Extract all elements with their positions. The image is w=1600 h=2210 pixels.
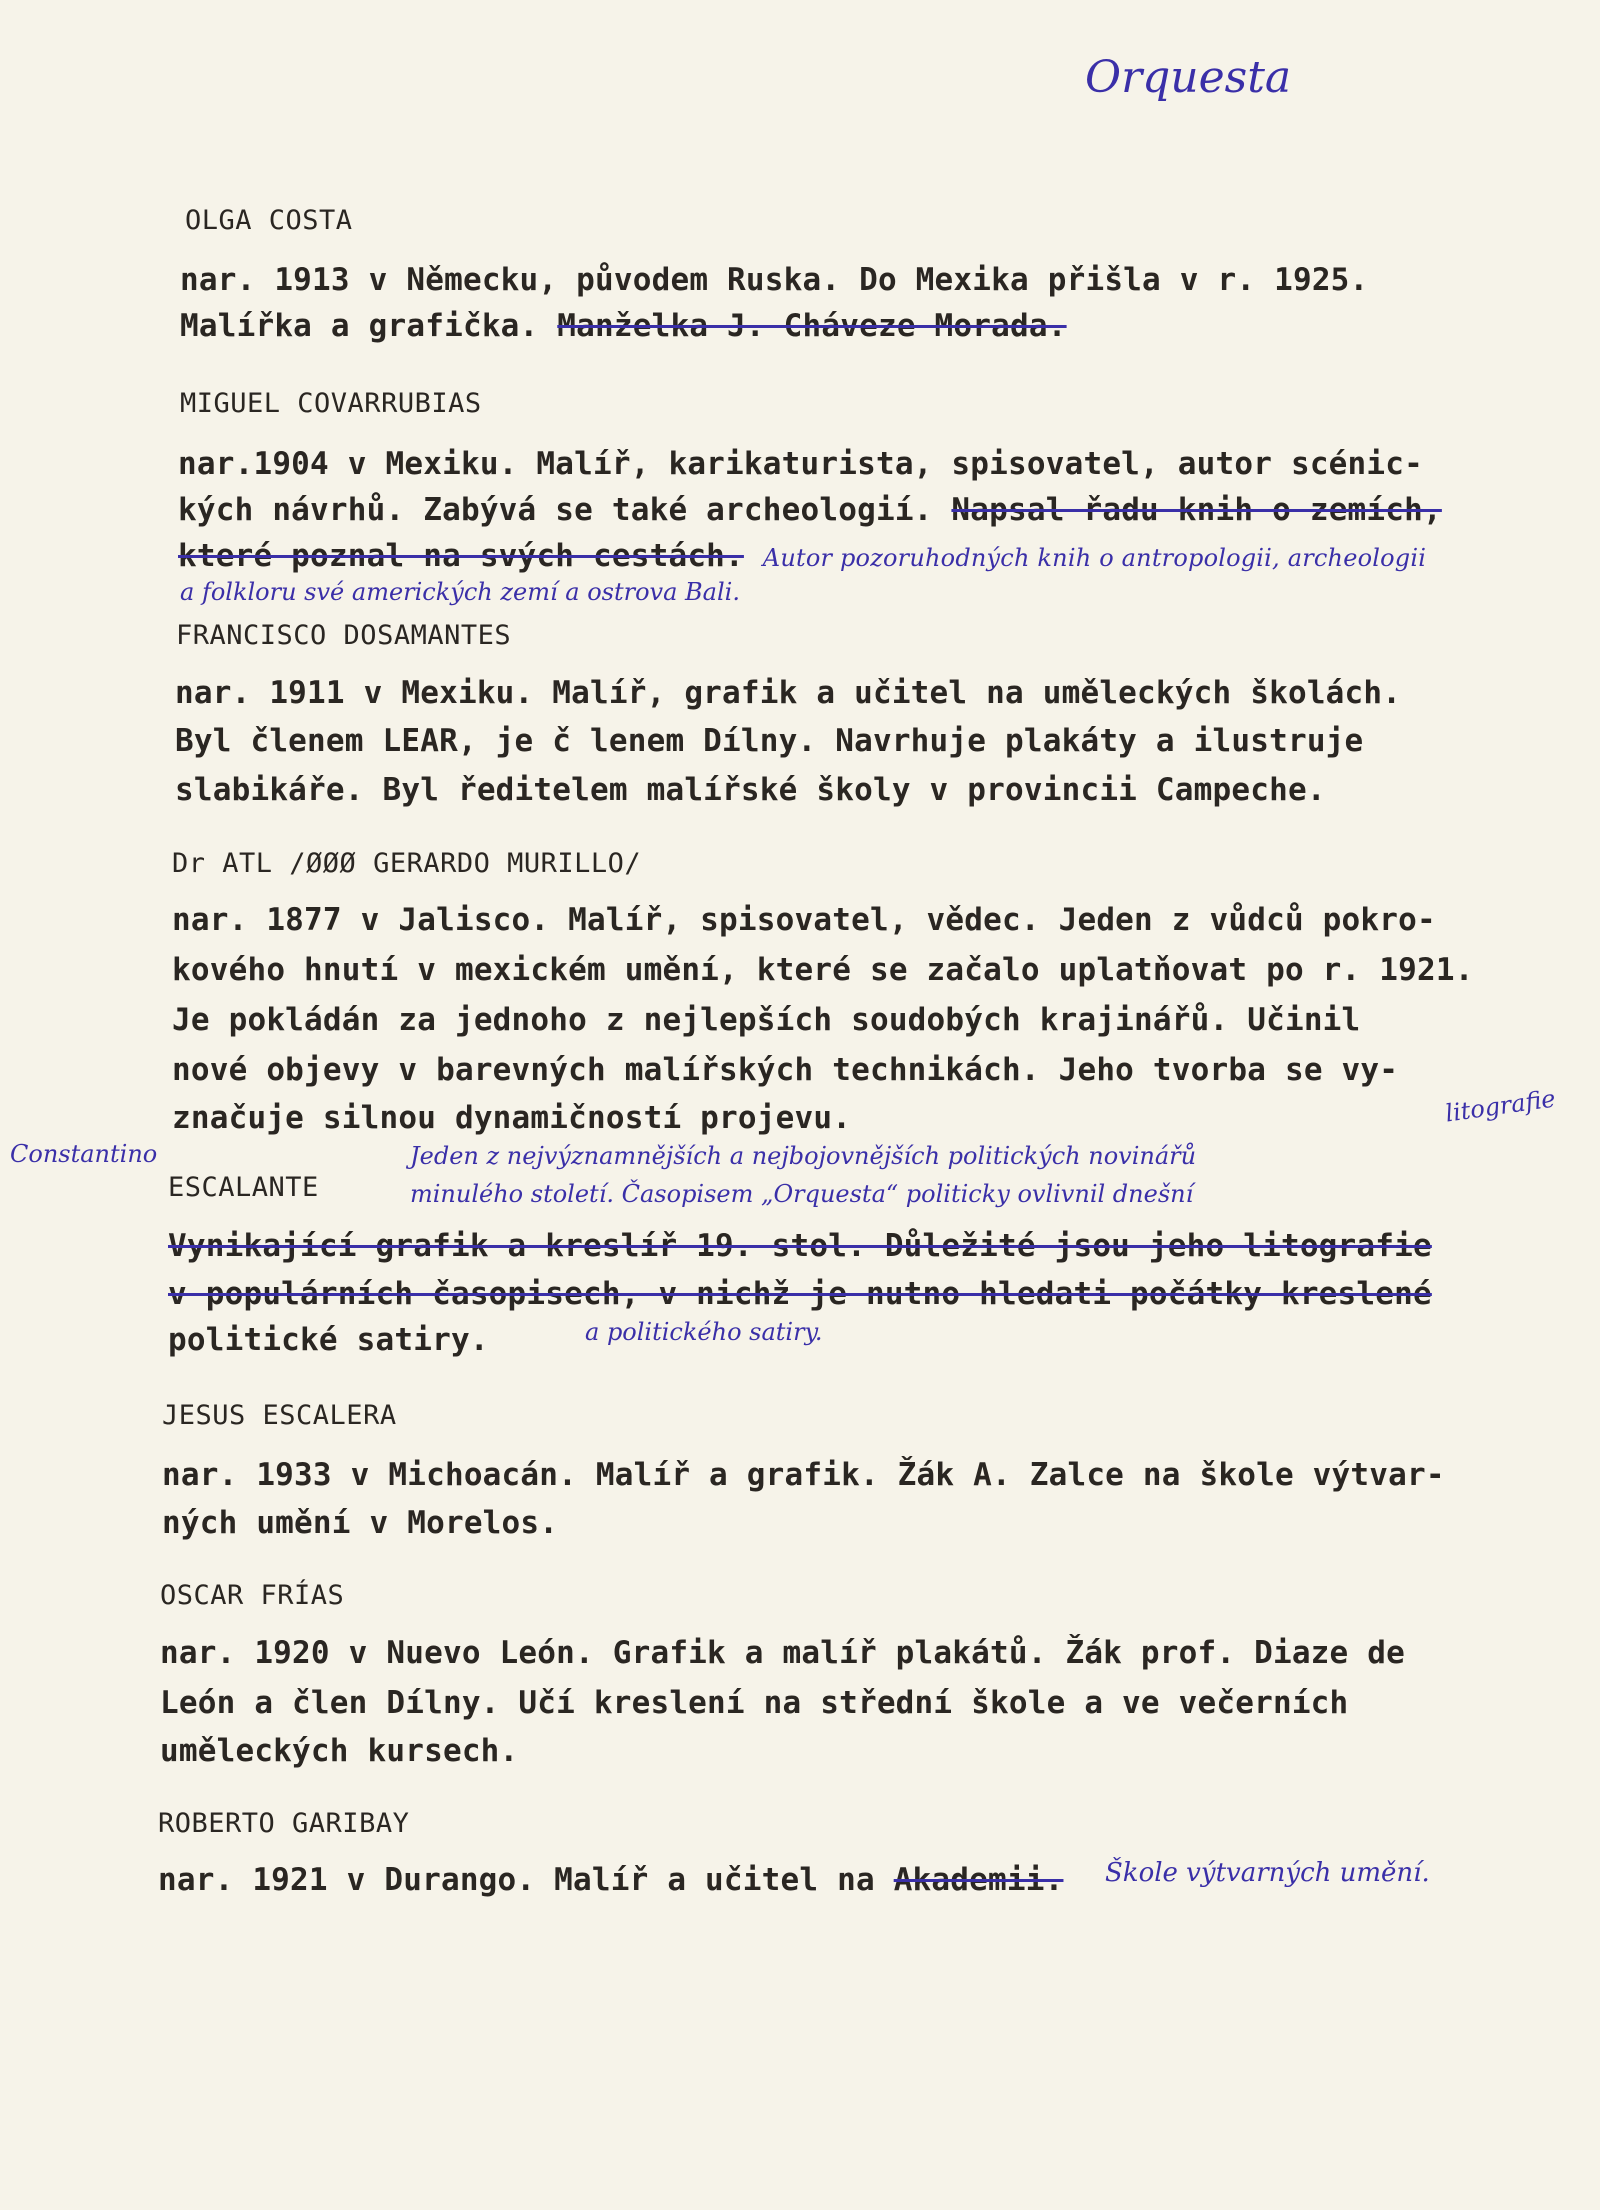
handwritten-note: minulého století. Časopisem „Orquesta“ politicky ovlivnil dnešní xyxy=(410,1180,1194,1208)
handwritten-note: Jeden z nejvýznamnějších a nejbojovnějších politických novinářů xyxy=(410,1142,1197,1170)
entry-line: nar. 1913 v Německu, původem Ruska. Do Mexika přišla v r. 1925. xyxy=(180,262,1369,298)
entry-name-costa: OLGA COSTA xyxy=(185,205,353,236)
entry-text: Malířka a grafička. xyxy=(180,308,558,344)
entry-name-garibay: ROBERTO GARIBAY xyxy=(158,1808,410,1839)
struck-text: Napsal řadu knih o zemích, xyxy=(951,492,1442,528)
handwritten-note: Autor pozoruhodných knih o antropologii, archeologii xyxy=(762,544,1427,572)
entry-line: León a člen Dílny. Učí kreslení na střední škole a ve večerních xyxy=(160,1685,1349,1721)
entry-name-escalante: ESCALANTE xyxy=(168,1172,319,1203)
entry-text: nar. 1921 v Durango. Malíř a učitel na xyxy=(158,1862,894,1898)
struck-text: Manželka J. Cháveze Morada. xyxy=(557,308,1067,344)
entry-line: nar.1904 v Mexiku. Malíř, karikaturista, spisovatel, autor scénic- xyxy=(178,446,1423,482)
entry-line: nar. 1933 v Michoacán. Malíř a grafik. Žák A. Zalce na škole výtvar- xyxy=(162,1457,1445,1493)
handwritten-note: a politického satiry. xyxy=(585,1318,823,1346)
entry-name-covarrubias: MIGUEL COVARRUBIAS xyxy=(180,388,482,419)
entry-line: nar. 1911 v Mexiku. Malíř, grafik a učitel na uměleckých školách. xyxy=(175,675,1402,711)
entry-text: kých návrhů. Zabývá se také archeologií. xyxy=(178,492,952,528)
entry-line: nové objevy v barevných malířských technikách. Jeho tvorba se vy- xyxy=(172,1052,1399,1088)
entry-line: Je pokládán za jednoho z nejlepších soudobých krajinářů. Učinil xyxy=(172,1002,1361,1038)
entry-name-atl: Dr ATL /ØØØ GERARDO MURILLO/ xyxy=(172,848,642,879)
entry-line: Byl členem LEAR, je č lenem Dílny. Navrhuje plakáty a ilustruje xyxy=(175,723,1364,759)
entry-name-frias: OSCAR FRÍAS xyxy=(160,1580,345,1611)
entry-line xyxy=(158,1862,1063,1898)
entry-line: značuje silnou dynamičností projevu. xyxy=(172,1100,852,1136)
entry-line xyxy=(180,308,1067,344)
handwritten-title: Orquesta xyxy=(1085,52,1292,103)
entry-line: kového hnutí v mexickém umění, které se začalo uplatňovat po r. 1921. xyxy=(172,952,1474,988)
entry-line: nar. 1920 v Nuevo León. Grafik a malíř plakátů. Žák prof. Diaze de xyxy=(160,1635,1405,1671)
entry-line xyxy=(178,492,1442,528)
struck-line: v populárních časopisech, v nichž je nutno hledati počátky kreslené xyxy=(168,1276,1432,1312)
entry-line: politické satiry. xyxy=(168,1322,489,1358)
handwritten-note: a folkloru své amerických zemí a ostrova Bali. xyxy=(180,578,740,606)
entry-line: ných umění v Morelos. xyxy=(162,1505,559,1541)
entry-line xyxy=(178,538,1426,574)
margin-note-right: litografie xyxy=(1443,1084,1558,1128)
entry-line: nar. 1877 v Jalisco. Malíř, spisovatel, vědec. Jeden z vůdců pokro- xyxy=(172,902,1436,938)
struck-text: které poznal na svých cestách. xyxy=(178,538,744,574)
handwritten-note: Škole výtvarných umění. xyxy=(1105,1858,1430,1888)
entry-line: slabikáře. Byl ředitelem malířské školy v provincii Campeche. xyxy=(175,772,1326,808)
entry-name-dosamantes: FRANCISCO DOSAMANTES xyxy=(176,620,512,651)
entry-name-escalera: JESUS ESCALERA xyxy=(162,1400,397,1431)
struck-line: Vynikající grafik a kreslíř 19. stol. Důležité jsou jeho litografie xyxy=(168,1228,1432,1264)
struck-text: Akademii. xyxy=(893,1862,1064,1898)
margin-note-left: Constantino xyxy=(10,1140,158,1168)
entry-line: uměleckých kursech. xyxy=(160,1733,519,1769)
